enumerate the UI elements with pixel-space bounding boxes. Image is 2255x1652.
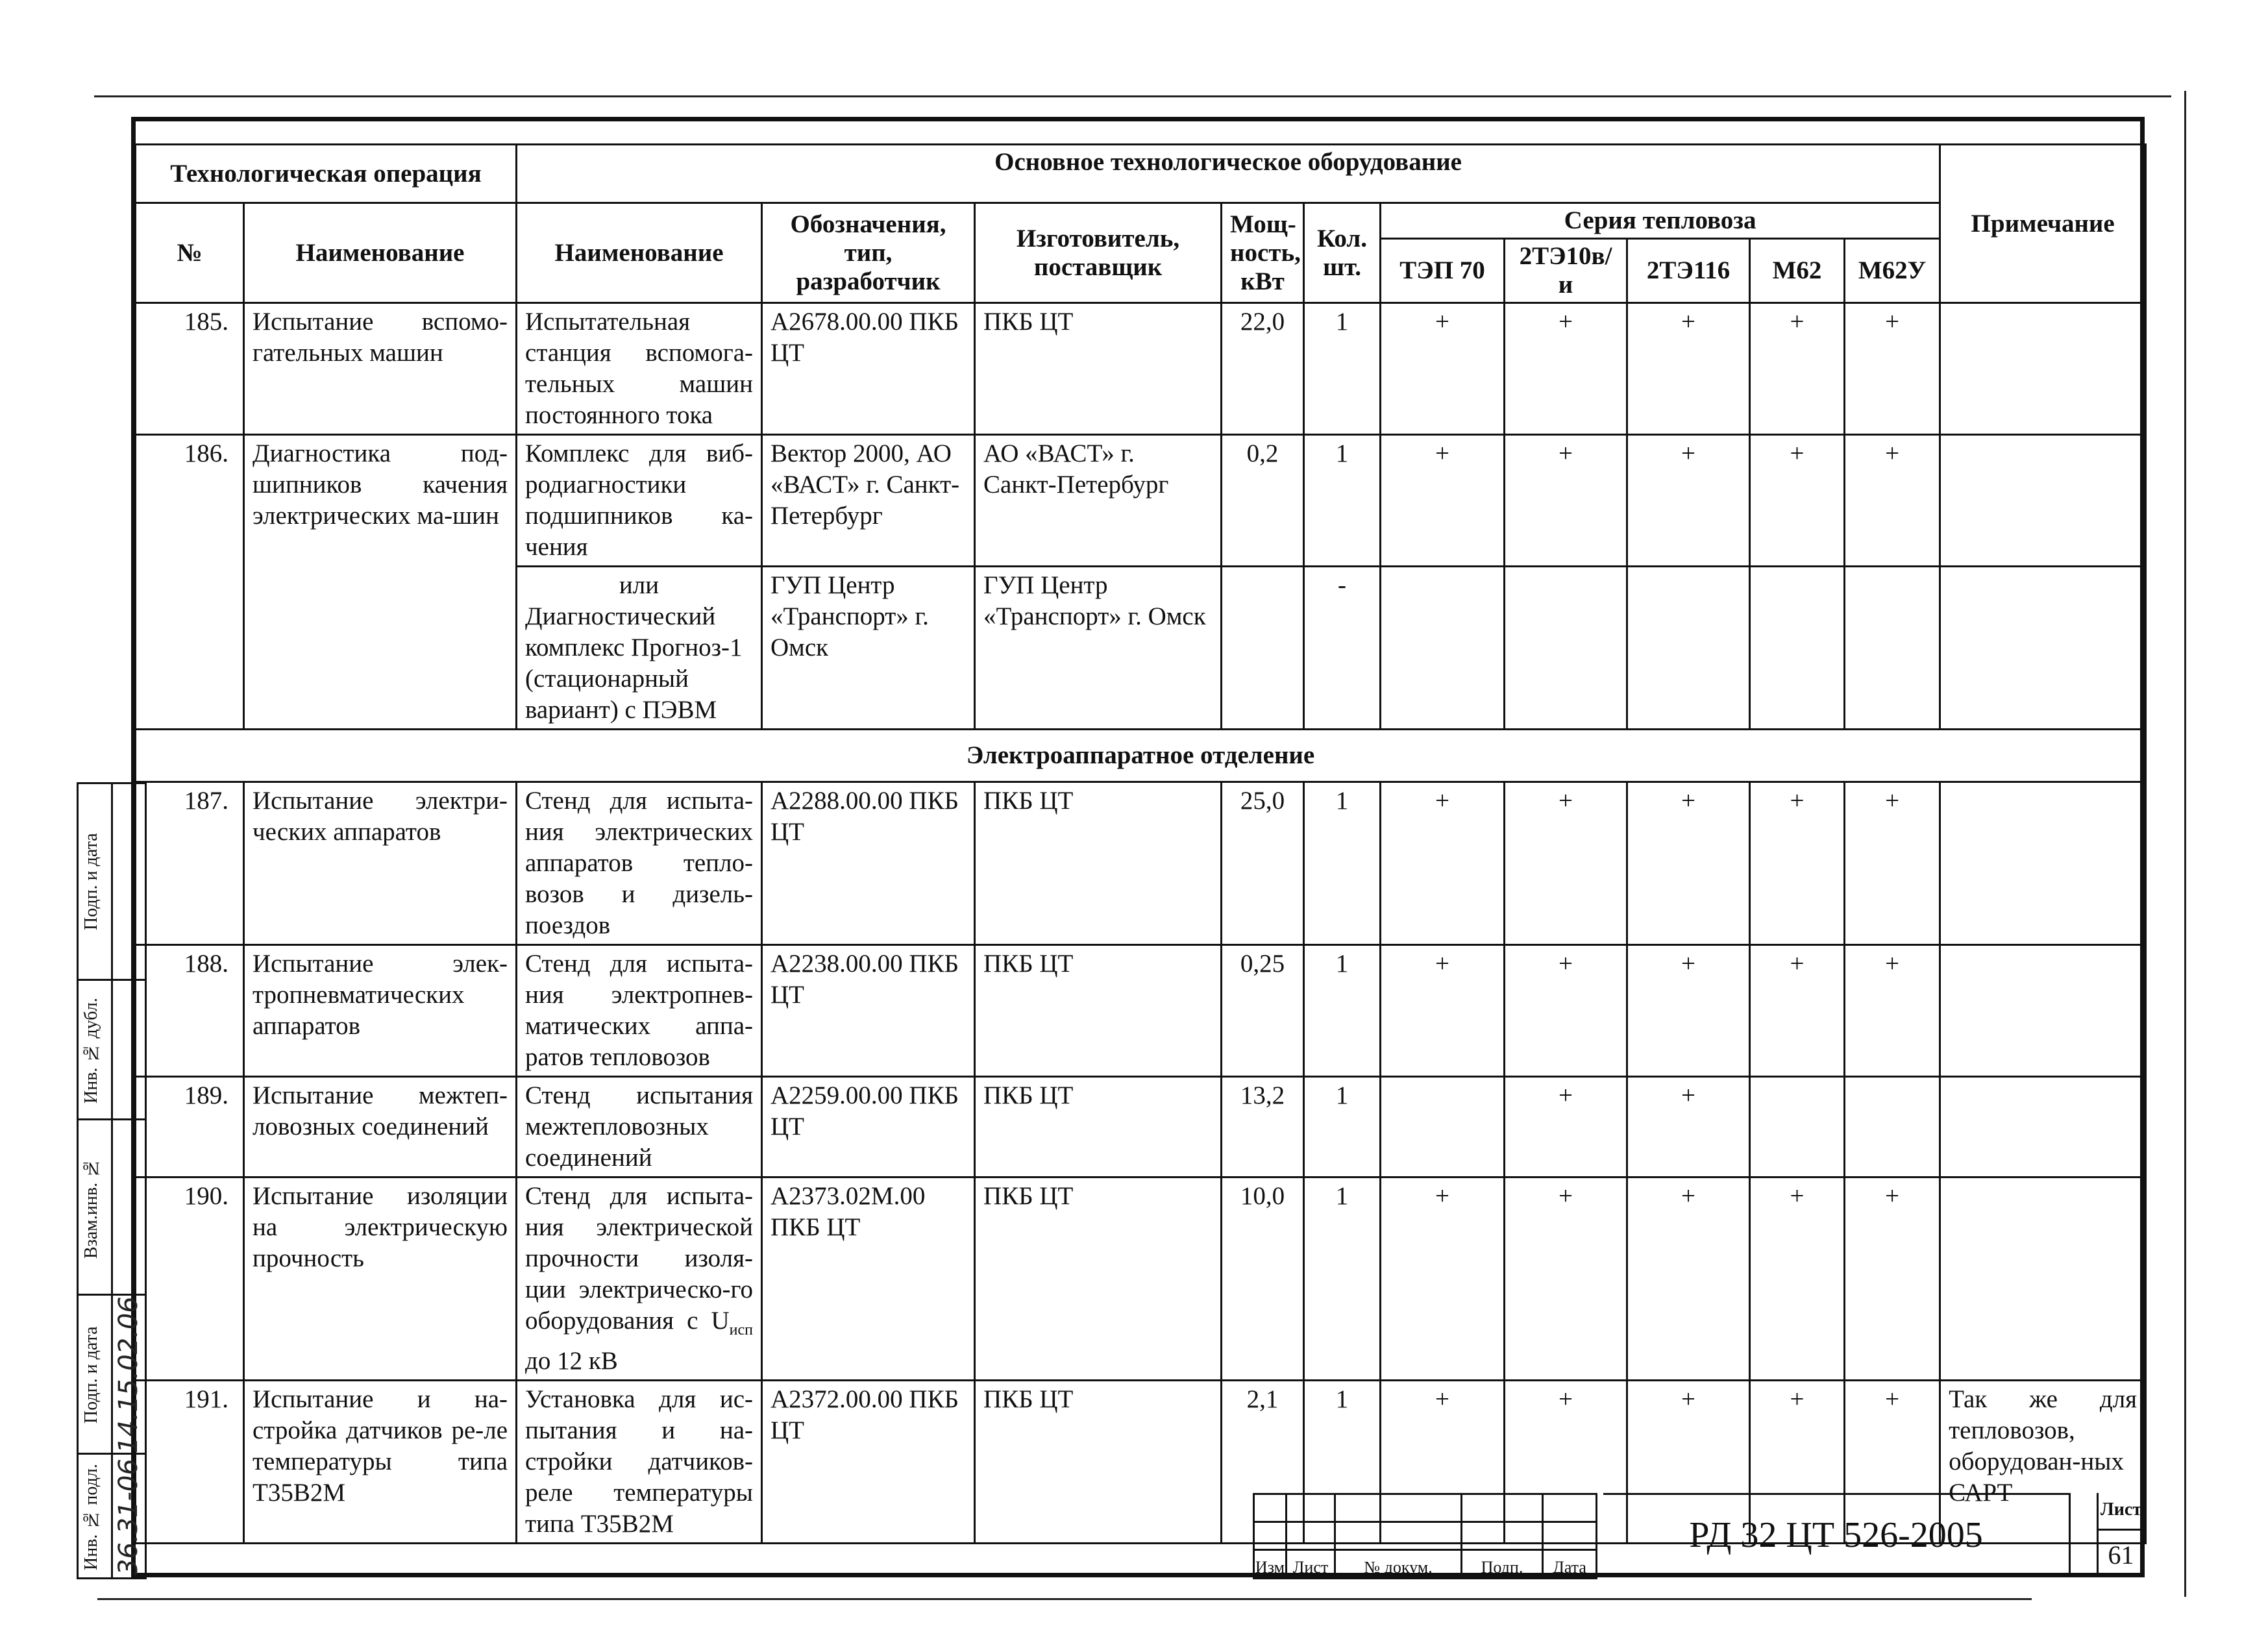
series-mark: + [1845, 945, 1940, 1077]
manufacturer: ПКБ ЦТ [975, 303, 1222, 435]
series-mark: + [1627, 782, 1750, 945]
manufacturer: ПКБ ЦТ [975, 945, 1222, 1077]
series-mark: + [1845, 435, 1940, 567]
quantity: 1 [1304, 1177, 1381, 1381]
series-mark: + [1750, 945, 1845, 1077]
series-m62-header: М62 [1750, 239, 1845, 303]
document-code: РД 32 ЦТ 526-2005 [1603, 1493, 2071, 1577]
voltage-symbol: U [711, 1307, 730, 1335]
equipment-name-header: Наименование [517, 203, 762, 303]
series-header: Серия тепловоза [1381, 203, 1940, 239]
sheet-number: 61 [2108, 1540, 2134, 1570]
designation: А2288.00.00 ПКБ ЦТ [762, 782, 975, 945]
series-mark [1845, 567, 1940, 730]
series-mark: + [1381, 782, 1505, 945]
binding-strip [77, 782, 147, 1579]
note [1940, 782, 2146, 945]
voltage-subscript: исп [729, 1321, 754, 1338]
series-mark: + [1505, 303, 1627, 435]
series-mark: + [1627, 1380, 1750, 1543]
series-mark [1505, 567, 1627, 730]
section-title: Электроаппаратное отделение [136, 730, 2146, 782]
series-mark: + [1381, 1380, 1505, 1543]
row-number: 189. [136, 1077, 244, 1177]
power: 22,0 [1222, 303, 1304, 435]
equipment-table [134, 143, 2147, 1544]
series-mark [1627, 567, 1750, 730]
date-label: Дата [1543, 1550, 1597, 1579]
series-mark: + [1750, 435, 1845, 567]
note: Так же для тепловозов, оборудован-ных САРТ [1940, 1380, 2146, 1543]
series-mark: + [1627, 435, 1750, 567]
row-number: 191. [136, 1380, 244, 1543]
series-2te116-header: 2ТЭ116 [1627, 239, 1750, 303]
row-number: 185. [136, 303, 244, 435]
note-header: Примечание [1940, 145, 2146, 303]
power: 0,2 [1222, 435, 1304, 567]
strip-cell [79, 979, 145, 1118]
series-mark: + [1505, 435, 1627, 567]
power [1222, 567, 1304, 730]
doc-number-label: № докум. [1335, 1550, 1462, 1579]
series-mark [1381, 1077, 1505, 1177]
equipment-name: Установка для ис-пытания и на-стройки датчиков-реле температуры типа Т35В2М [517, 1380, 762, 1543]
equipment-name: Испытательная станция вспомога-тельных машин постоянного тока [517, 303, 762, 435]
strip-cell [79, 1453, 145, 1577]
manufacturer: ПКБ ЦТ [975, 782, 1222, 945]
series-mark [1381, 567, 1505, 730]
series-mark: + [1750, 782, 1845, 945]
operation-name: Испытание элек-тропневматических аппаратов [244, 945, 517, 1077]
equipment-name: Стенд для испыта-ния электропнев-матических аппа-ратов тепловозов [517, 945, 762, 1077]
series-mark: + [1381, 1177, 1505, 1381]
series-mark: + [1627, 945, 1750, 1077]
inv-orig-label: Инв. № подл. [81, 1464, 101, 1570]
manufacturer: ПКБ ЦТ [975, 1077, 1222, 1177]
table-row [136, 945, 2146, 1077]
equipment-name: Комплекс для виб-родиагностики подшипников ка-чения [517, 435, 762, 567]
operation-name: Испытание электри-ческих аппаратов [244, 782, 517, 945]
list-label: Лист [1287, 1550, 1335, 1579]
series-mark: + [1381, 303, 1505, 435]
equipment-name: Стенд испытания межтепловозных соединений [517, 1077, 762, 1177]
quantity: 1 [1304, 303, 1381, 435]
quantity: 1 [1304, 1077, 1381, 1177]
operation-name: Испытание вспомо-гательных машин [244, 303, 517, 435]
series-mark: + [1750, 303, 1845, 435]
quantity: 1 [1304, 1380, 1381, 1543]
note [1940, 567, 2146, 730]
series-tep70-header: ТЭП 70 [1381, 239, 1505, 303]
series-mark: + [1845, 1380, 1940, 1543]
series-mark: + [1381, 435, 1505, 567]
row-number: 187. [136, 782, 244, 945]
table-row [136, 1077, 2146, 1177]
power: 25,0 [1222, 782, 1304, 945]
series-m62u-header: М62У [1845, 239, 1940, 303]
series-mark: + [1845, 1177, 1940, 1381]
designation: А2678.00.00 ПКБ ЦТ [762, 303, 975, 435]
sheet-label: Лист [2100, 1499, 2142, 1520]
table-row [136, 782, 2146, 945]
sign-date-label: Подп. и дата [81, 833, 101, 930]
handwritten-inv-number: 36.31-06 [114, 1459, 143, 1575]
operation-name-header: Наименование [244, 203, 517, 303]
sheet-box [2097, 1493, 2143, 1577]
alternative-label: или [619, 571, 659, 599]
operation-name: Диагностика под-шипников качения электрических ма-шин [244, 435, 517, 730]
designation: Вектор 2000, АО «ВАСТ» г. Санкт-Петербург [762, 435, 975, 567]
power: 0,25 [1222, 945, 1304, 1077]
note [1940, 435, 2146, 567]
power-header: Мощ-ность, кВт [1222, 203, 1304, 303]
table-row [136, 435, 2146, 567]
handwritten-date: 14.15.02.06 [114, 1296, 143, 1454]
equipment-name-text: Стенд для испыта-ния электрической прочности изоля-ции электрическо-го оборудования с [525, 1182, 754, 1335]
right-rule [2184, 91, 2186, 1597]
manufacturer: ПКБ ЦТ [975, 1177, 1222, 1381]
note [1940, 1077, 2146, 1177]
strip-cell [79, 1118, 145, 1294]
note [1940, 945, 2146, 1077]
designation: А2238.00.00 ПКБ ЦТ [762, 945, 975, 1077]
series-mark: + [1750, 1380, 1845, 1543]
series-mark: + [1505, 1177, 1627, 1381]
title-block [1253, 1493, 2143, 1577]
power: 2,1 [1222, 1380, 1304, 1543]
operation-name: Испытание и на-стройка датчиков ре-ле температуры типа Т35В2М [244, 1380, 517, 1543]
sign-date-label-2: Подп. и дата [81, 1326, 101, 1424]
equipment-name-text: Диагностический комплекс Прогноз-1 (стационарный вариант) с ПЭВМ [525, 602, 743, 724]
designation: А2372.00.00 ПКБ ЦТ [762, 1380, 975, 1543]
signature-label: Подп. [1462, 1550, 1543, 1579]
manufacturer: ГУП Центр «Транспорт» г. Омск [975, 567, 1222, 730]
voltage-limit: до 12 кВ [525, 1346, 618, 1375]
operation-name: Испытание межтеп-ловозных соединений [244, 1077, 517, 1177]
sheet-divider [2099, 1529, 2143, 1531]
bottom-rule [97, 1598, 2032, 1600]
equipment-name [517, 567, 762, 730]
quantity: 1 [1304, 945, 1381, 1077]
designation: А2373.02М.00 ПКБ ЦТ [762, 1177, 975, 1381]
manufacturer: ПКБ ЦТ [975, 1380, 1222, 1543]
replace-inv-label: Взам.инв. № [81, 1157, 101, 1259]
equipment-name [517, 1177, 762, 1381]
table-row [136, 1177, 2146, 1381]
series-mark: + [1381, 945, 1505, 1077]
series-mark: + [1627, 1177, 1750, 1381]
quantity: - [1304, 567, 1381, 730]
manufacturer: АО «ВАСТ» г. Санкт-Петербург [975, 435, 1222, 567]
quantity-header: Кол. шт. [1304, 203, 1381, 303]
series-mark [1845, 1077, 1940, 1177]
series-mark: + [1505, 1077, 1627, 1177]
designation: А2259.00.00 ПКБ ЦТ [762, 1077, 975, 1177]
section-row [136, 730, 2146, 782]
series-mark: + [1845, 303, 1940, 435]
note [1940, 1177, 2146, 1381]
row-number: 190. [136, 1177, 244, 1381]
series-2te10-header: 2ТЭ10в/и [1505, 239, 1627, 303]
quantity: 1 [1304, 435, 1381, 567]
series-mark: + [1627, 1077, 1750, 1177]
strip-cell [79, 784, 145, 979]
izm-label: Изм [1254, 1550, 1287, 1579]
row-number: 186. [136, 435, 244, 730]
series-mark: + [1505, 782, 1627, 945]
power: 13,2 [1222, 1077, 1304, 1177]
series-mark: + [1845, 782, 1940, 945]
strip-cell [79, 1294, 145, 1453]
tech-operation-header: Технологическая операция [136, 145, 517, 203]
designation-header: Обозначения, тип, разработчик [762, 203, 975, 303]
revision-grid [1253, 1493, 1597, 1579]
manufacturer-header: Изготовитель, поставщик [975, 203, 1222, 303]
series-mark [1750, 1077, 1845, 1177]
series-mark: + [1750, 1177, 1845, 1381]
table-row [136, 303, 2146, 435]
power: 10,0 [1222, 1177, 1304, 1381]
note [1940, 303, 2146, 435]
series-mark: + [1505, 945, 1627, 1077]
main-equipment-header: Основное технологическое оборудование [517, 145, 1940, 203]
series-mark: + [1627, 303, 1750, 435]
operation-name: Испытание изоляции на электрическую прочность [244, 1177, 517, 1381]
designation: ГУП Центр «Транспорт» г. Омск [762, 567, 975, 730]
series-mark: + [1505, 1380, 1627, 1543]
number-header: № [136, 203, 244, 303]
inv-dup-label: Инв. № дубл. [81, 998, 101, 1103]
series-mark [1750, 567, 1845, 730]
top-rule [94, 95, 2171, 97]
equipment-name: Стенд для испыта-ния электрических аппаратов тепло-возов и дизель-поездов [517, 782, 762, 945]
row-number: 188. [136, 945, 244, 1077]
quantity: 1 [1304, 782, 1381, 945]
